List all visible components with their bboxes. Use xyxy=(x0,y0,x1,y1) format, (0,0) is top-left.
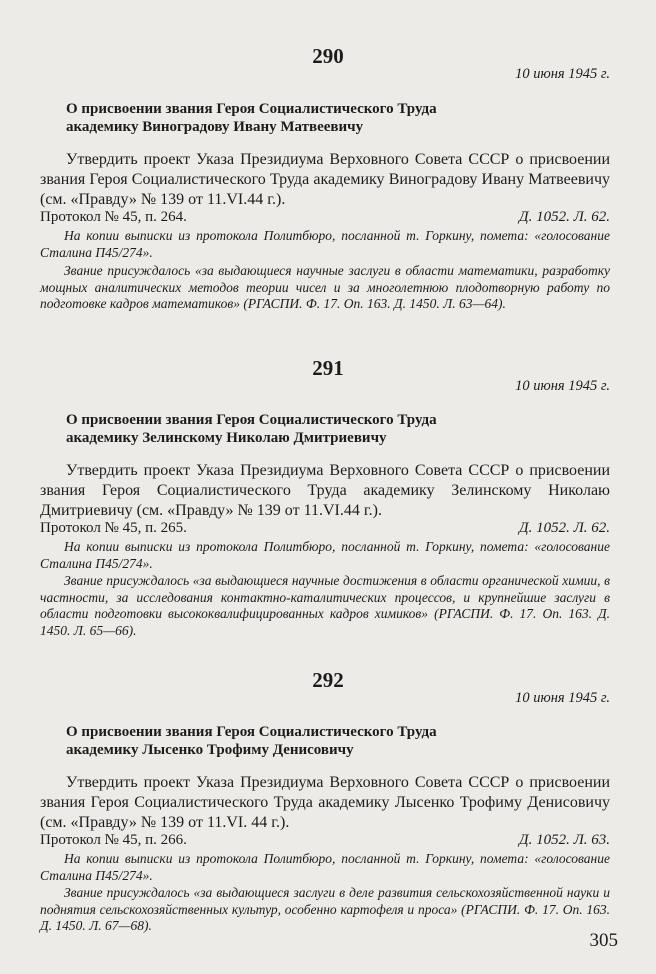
award-note xyxy=(40,885,610,935)
archive-ref: Д. 1052. Л. 62. xyxy=(519,209,610,225)
entry-title-line: О присвоении звания Героя Социалистического Труда xyxy=(66,412,437,428)
copy-note-text: На копии выписки из протокола Политбюро, посланной т. Горкину, помета: «голосование Сталина П45/274». xyxy=(40,228,610,260)
copy-note xyxy=(40,539,610,572)
archive-ref: Д. 1052. Л. 62. xyxy=(519,520,610,536)
protocol-ref: Протокол № 45, п. 265. xyxy=(40,520,187,536)
entry-body-text: Утвердить проект Указа Президиума Верховного Совета СССР о присвоении звания Героя Социалистического Труда академику Лысенко Трофиму Денисовичу (см. «Правду» № 139 от 11.VI. 44 г.). xyxy=(40,774,610,831)
copy-note-text: На копии выписки из протокола Политбюро, посланной т. Горкину, помета: «голосование Сталина П45/274». xyxy=(40,539,610,571)
protocol-line xyxy=(40,208,610,226)
entry-body-text: Утвердить проект Указа Президиума Верховного Совета СССР о присвоении звания Героя Социалистического Труда академику Виноградову Ивану Матвеевичу (см. «Правду» № 139 от 11.VI.44 г.). xyxy=(40,151,610,208)
copy-note xyxy=(40,851,610,884)
entry-title xyxy=(66,723,586,759)
award-note xyxy=(40,263,610,313)
copy-note-text: На копии выписки из протокола Политбюро, посланной т. Горкину, помета: «голосование Сталина П45/274». xyxy=(40,851,610,883)
entry-title-line: О присвоении звания Героя Социалистического Труда xyxy=(66,101,437,117)
entry-body xyxy=(40,461,610,521)
entry-number: 290 xyxy=(312,44,344,68)
entry-number: 291 xyxy=(312,356,344,380)
award-note-text: Звание присуждалось «за выдающиеся научные заслуги в области математики, разработку мощных аналитических методов теории чисел и за многолетнюю плодотворную работу по подготовке кадров математиков» (РГАСПИ. Ф. 17. Оп. 163. Д. 1450. Л. 63—64). xyxy=(40,263,610,311)
archive-ref: Д. 1052. Л. 63. xyxy=(519,832,610,848)
entry-date: 10 июня 1945 г. xyxy=(515,66,610,82)
award-note xyxy=(40,573,610,639)
protocol-ref: Протокол № 45, п. 264. xyxy=(40,209,187,225)
page-number: 305 xyxy=(589,930,618,951)
entry-date: 10 июня 1945 г. xyxy=(515,690,610,706)
entry-body xyxy=(40,150,610,210)
copy-note xyxy=(40,228,610,261)
entry-body xyxy=(40,773,610,833)
protocol-line xyxy=(40,831,610,849)
entry-title-line: академику Зелинскому Николаю Дмитриевичу xyxy=(66,430,387,446)
award-note-text: Звание присуждалось «за выдающиеся заслуги в деле развития сельскохозяйственной науки и поднятия сельскохозяйственных культур, особенно картофеля и проса» (РГАСПИ. Ф. 17. Оп. 163. Д. 1450. Л. 67—68). xyxy=(40,885,610,933)
award-note-text: Звание присуждалось «за выдающиеся научные достижения в области органической химии, в частности, за исследования контактно-каталитических процессов, и крупнейшие заслуги в области подготовки высококвалифицированных кадров химиков» (РГАСПИ. Ф. 17. Оп. 163. Д. 1450. Л. 65—66). xyxy=(40,573,610,638)
entry-title-line: О присвоении звания Героя Социалистического Труда xyxy=(66,724,437,740)
protocol-line xyxy=(40,519,610,537)
entry-title xyxy=(66,100,586,136)
entry-date: 10 июня 1945 г. xyxy=(515,378,610,394)
protocol-ref: Протокол № 45, п. 266. xyxy=(40,832,187,848)
entry-number: 292 xyxy=(312,668,344,692)
entry-title-line: академику Виноградову Ивану Матвеевичу xyxy=(66,119,364,135)
entry-title-line: академику Лысенко Трофиму Денисовичу xyxy=(66,742,354,758)
entry-body-text: Утвердить проект Указа Президиума Верховного Совета СССР о присвоении звания Героя Социалистического Труда академику Зелинскому Николаю Дмитриевичу (см. «Правду» № 139 от 11.VI.44 г.). xyxy=(40,462,610,519)
entry-title xyxy=(66,411,586,447)
